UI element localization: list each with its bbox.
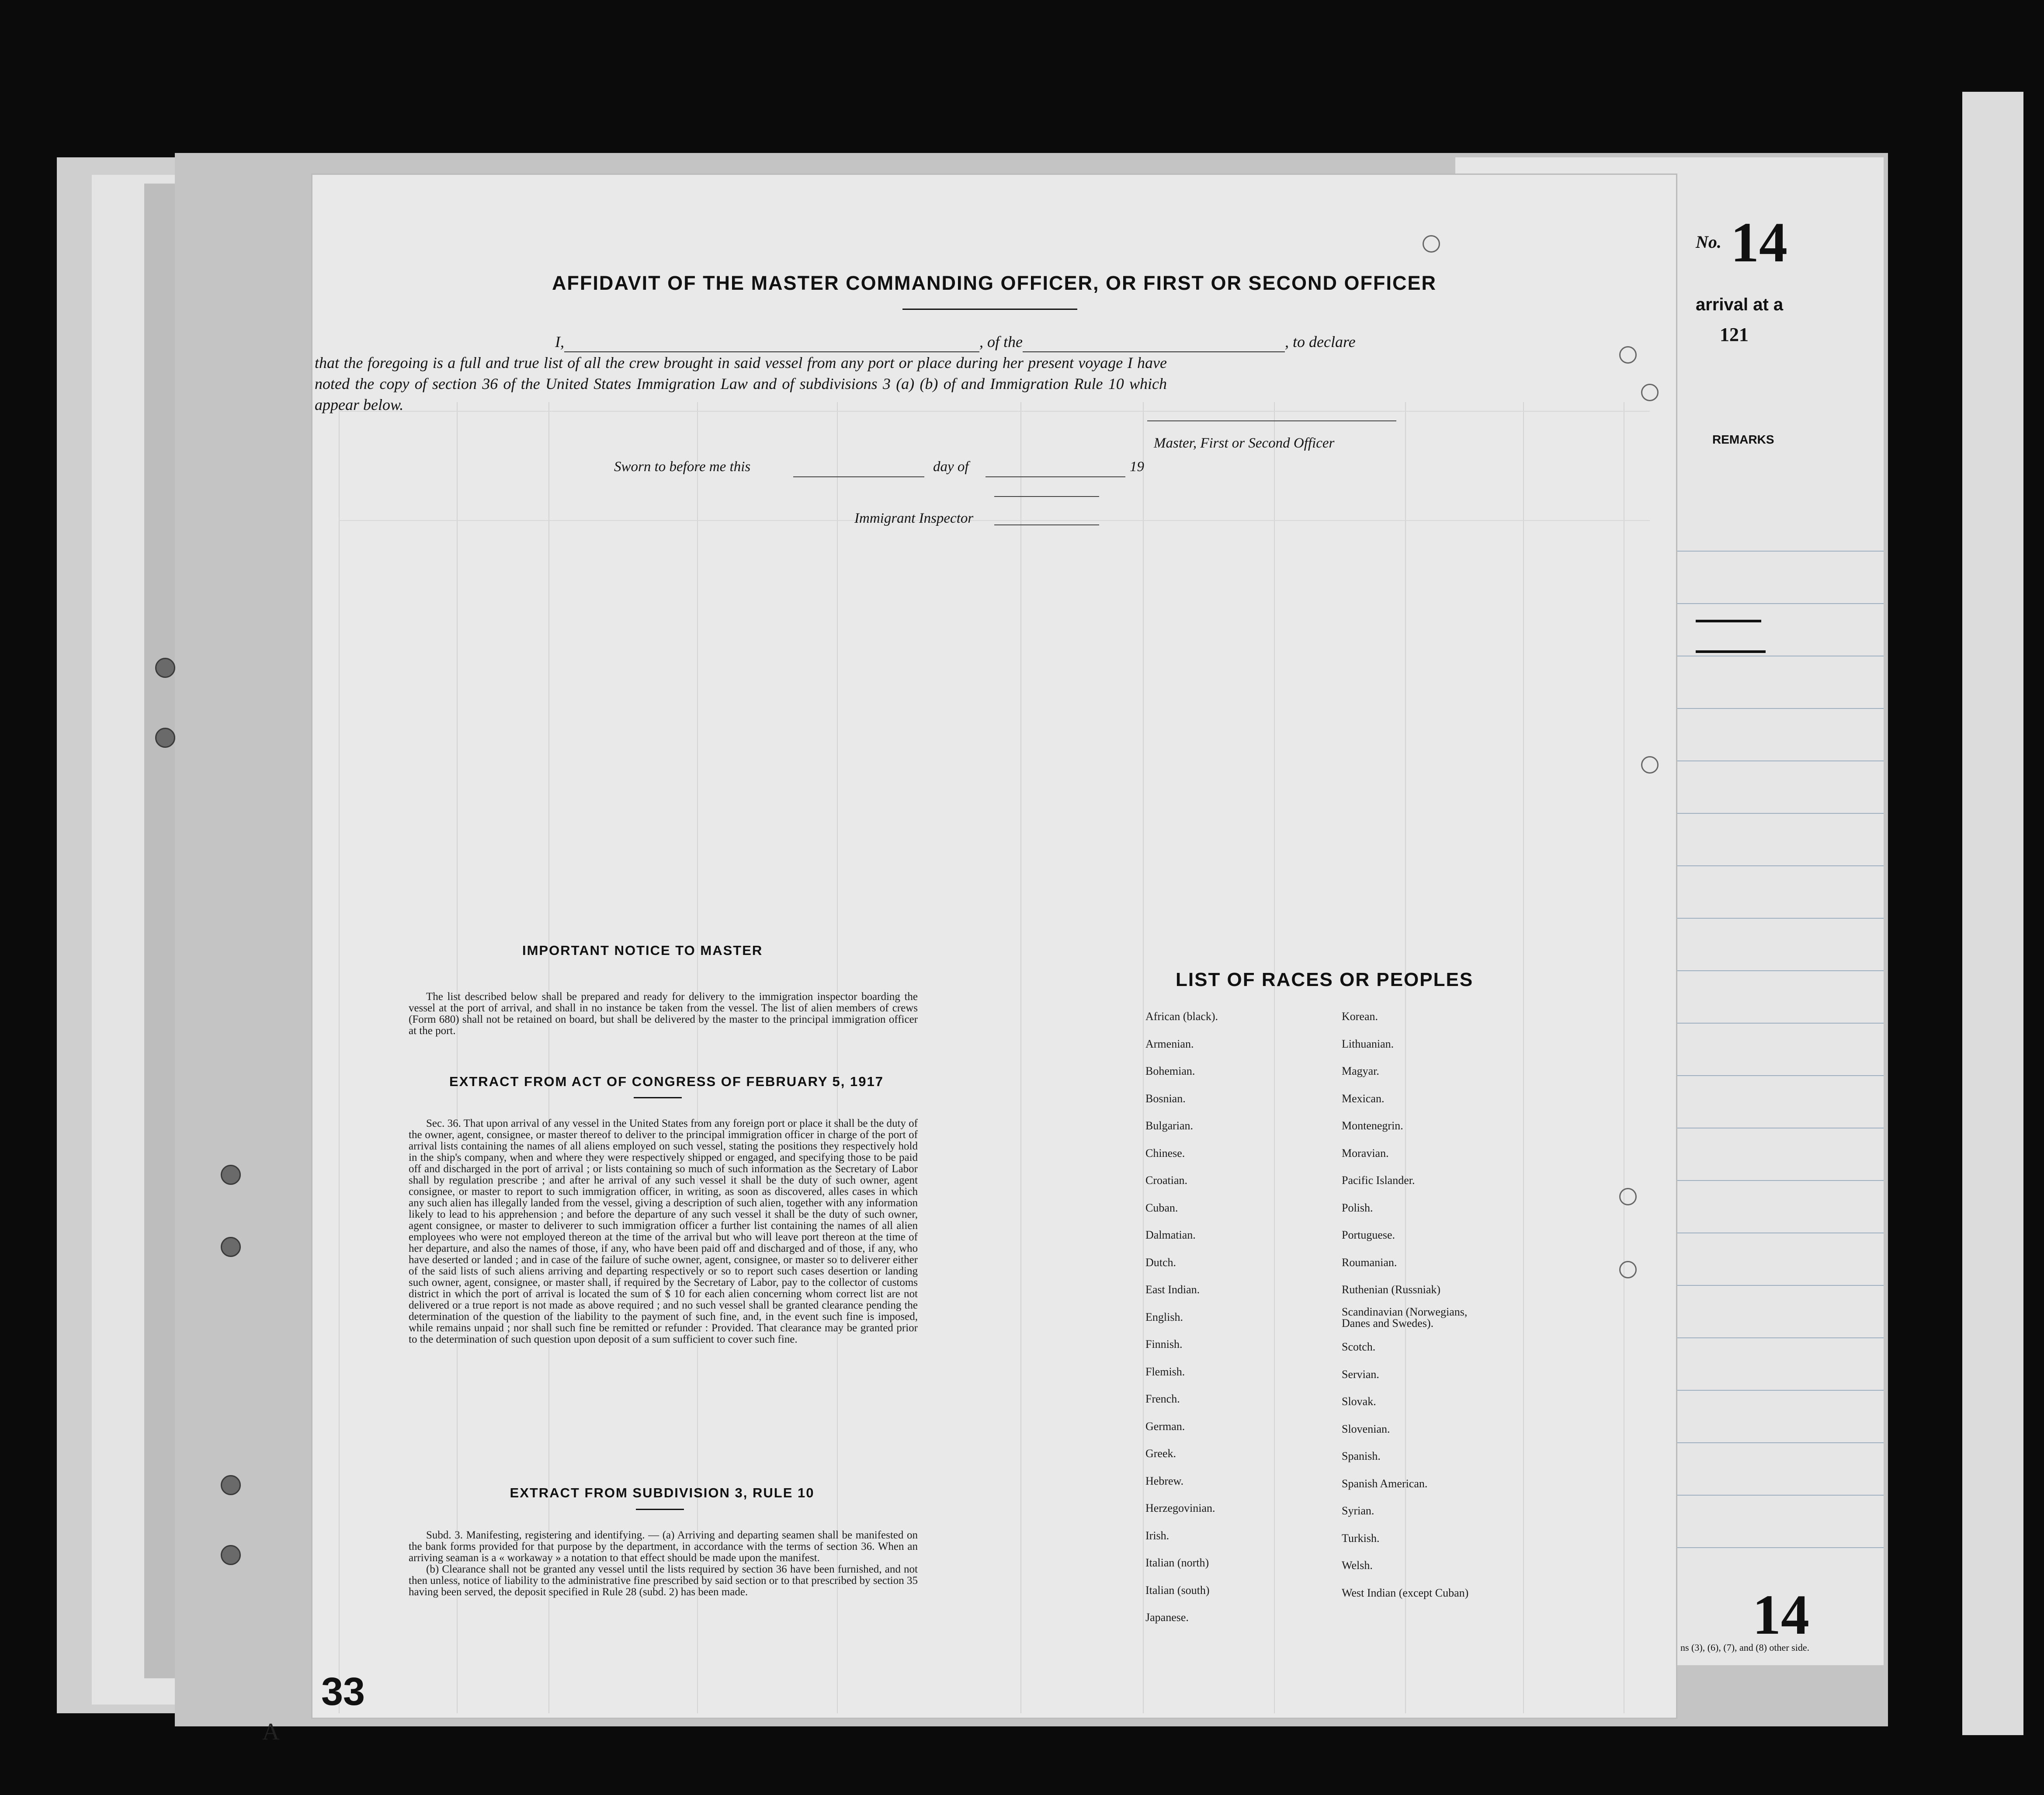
vessel-blank-line (1023, 337, 1285, 352)
race-item: Croatian. (1145, 1174, 1188, 1187)
race-item: Turkish. (1342, 1531, 1380, 1545)
race-item: African (black). (1145, 1010, 1218, 1023)
title-underline (902, 309, 1077, 310)
race-item: Bohemian. (1145, 1065, 1195, 1077)
back-page-page-number: 121 (1720, 324, 1749, 345)
race-item: English. (1145, 1310, 1183, 1323)
punch-hole (1619, 1188, 1637, 1205)
handwritten-dash-mark (1696, 620, 1761, 622)
race-item: Slovenian. (1342, 1422, 1390, 1435)
race-item: Slovak. (1342, 1395, 1376, 1408)
declaration-paragraph (315, 331, 1407, 415)
sworn-label: Sworn to before me this (614, 459, 751, 475)
month-blank-line (986, 476, 1125, 477)
race-item: Cuban. (1145, 1201, 1178, 1214)
punch-hole (221, 1165, 241, 1185)
punch-hole (221, 1475, 241, 1495)
rule-extract-body (409, 1530, 918, 1598)
bottom-left-stamp: 33 (321, 1670, 365, 1714)
race-item: Portuguese. (1342, 1229, 1395, 1241)
declaration-i: I, (555, 333, 564, 351)
race-item: Bosnian. (1145, 1092, 1186, 1105)
race-item: Welsh. (1342, 1559, 1373, 1572)
race-item: Japanese. (1145, 1611, 1189, 1624)
race-item: Flemish. (1145, 1365, 1185, 1378)
race-item: Mexican. (1342, 1092, 1385, 1105)
race-item: Syrian. (1342, 1504, 1374, 1517)
race-item: Bulgarian. (1145, 1119, 1194, 1132)
day-of-label: day of (933, 459, 969, 475)
race-item: Ruthenian (Russniak) (1342, 1283, 1441, 1296)
race-item: Dalmatian. (1145, 1229, 1196, 1241)
notice-heading: IMPORTANT NOTICE TO MASTER (522, 943, 763, 958)
declaration-to-declare: , to declare (1284, 333, 1356, 351)
race-item: Finnish. (1145, 1338, 1183, 1351)
punch-hole (1641, 384, 1659, 401)
race-item: Korean. (1342, 1010, 1378, 1023)
back-page-arrival-text: arrival at a (1696, 295, 1784, 314)
race-item: Lithuanian. (1342, 1037, 1394, 1050)
race-item: Scotch. (1342, 1340, 1376, 1353)
name-blank-line (564, 337, 979, 352)
rule-extract-part-b: (b) Clearance shall not be granted any vessel until the lists required by section 36 have been furnished, and not then unless, notice of liability to the administrative fine prescribed by said section or to that prescribed by section 35 having been served, the deposit specified in Rule 28 (subd. 2) has been made. (409, 1563, 918, 1598)
race-item: Moravian. (1342, 1146, 1389, 1160)
back-page-list-number: 14 (1731, 211, 1787, 274)
declaration-text: that the foregoing is a full and true list of all the crew brought in said vessel from any port or place during her present voyage I have noted the copy of section 36 of the United States Immigration Law and of subdivisions 3 (a) (b) of and Immigration Rule 10 which appear below. (315, 354, 1167, 413)
punch-hole (221, 1545, 241, 1565)
punch-hole (1619, 346, 1637, 364)
act-extract-heading: EXTRACT FROM ACT OF CONGRESS OF FEBRUARY 5, 1917 (449, 1074, 884, 1089)
race-item: Italian (south) (1145, 1583, 1210, 1597)
punch-hole (221, 1237, 241, 1257)
signature-line (1147, 420, 1396, 421)
act-extract-body: Sec. 36. That upon arrival of any vessel in the United States from any foreign port or place it shall be the duty of the owner, agent, consignee, or master thereof to deliver to the principal immigration officer in charge of the port of arrival lists containing the names of all aliens employed on such vessel, stating the positions they respectively hold in the ship's company, when and where they were respectively shipped or engaged, and specifying those to be paid off and discharged in the port of arrival ; or lists containing so much of such information as the Secretary of Labor shall by regulation prescribe ; and after he arrival of any such vessel it shall be the duty of such owner, agent consignee, or master to report to such immigration officer, in writing, as soon as discovered, alles cases in which any such alien has illegally landed from the vessel, giving a description of such alien, together with any information likely to lead to his apprehension ; and before the departure of any such vessel it shall be the duty of such owner, agent consignee, or master to deliverer to such immigration officer a further list containing the names of all alien employees who were not employed thereon at the time of the arrival but who will leave port thereon at the time of her departure, and also the names of those, if any, who have been paid off and discharged and of those, if any, who have deserted or landed ; and in case of the failure of suche owner, agent, consignee, or master so to deliverer either of the said lists of such aliens arriving and departing respectively or so to report such cases desertion or landing such owner, agent, consignee, or master shall, if required by the Secretary of Labor, pay to the collector of customs district in which the port of arrival is located the sum of $ 10 for each alien concerning whom correct list are not delivered or a true report is not made as above required ; and no such vessel shall be granted clearance pending the determination of the question of the liability to the payment of such fine, and, in the event such fine is imposed, while remains unpaid ; nor shall such fine be remitted or refunder : Provided. That clearance may be granted prior to the determination of such question upon deposit of a sum sufficient to cover such fine. (409, 1118, 918, 1345)
corner-letter: A (262, 1718, 280, 1745)
race-item: Montenegrin. (1342, 1119, 1403, 1132)
heading-underline (636, 1509, 684, 1510)
race-item: Pacific Islander. (1342, 1174, 1415, 1187)
back-page-bottom-number: 14 (1752, 1583, 1809, 1646)
race-item: Dutch. (1145, 1256, 1176, 1269)
race-item: East Indian. (1145, 1283, 1200, 1296)
notice-body: The list described below shall be prepared and ready for delivery to the immigration inspector boarding the vessel at the port of arrival, and shall in no instance be taken from the vessel. The list of alien members of crews (Form 680) shall not be retained on board, but shall be delivered by the master to the principal immigration officer at the port. (409, 991, 918, 1037)
back-page-remarks-header: REMARKS (1712, 433, 1774, 446)
signer-role-label: Master, First or Second Officer (1154, 435, 1335, 451)
heading-underline (634, 1097, 682, 1098)
race-item: Hebrew. (1145, 1474, 1184, 1487)
back-page-no-label: No. (1696, 232, 1721, 252)
race-item: German. (1145, 1420, 1185, 1433)
race-item: Armenian. (1145, 1037, 1194, 1050)
back-page-footnote: ns (3), (6), (7), and (8) other side. (1680, 1642, 1810, 1653)
rule-extract-heading: EXTRACT FROM SUBDIVISION 3, RULE 10 (510, 1485, 815, 1500)
punch-hole (1619, 1261, 1637, 1278)
races-heading: LIST OF RACES OR PEOPLES (1176, 969, 1474, 990)
races-list-column-2 (1342, 1003, 1569, 1607)
race-item: Chinese. (1145, 1146, 1185, 1160)
year-prefix-label: 19 (1130, 459, 1144, 475)
race-item: Roumanian. (1342, 1256, 1397, 1269)
punch-hole (155, 658, 175, 678)
inspector-signature-line (994, 524, 1099, 525)
race-item: Polish. (1342, 1201, 1373, 1214)
declaration-of-the: , of the (979, 333, 1023, 351)
race-item: Servian. (1342, 1368, 1379, 1381)
punch-hole (155, 728, 175, 748)
race-item: Herzegovinian. (1145, 1502, 1215, 1514)
handwritten-dash-mark (1696, 650, 1766, 653)
affidavit-page (312, 175, 1676, 1718)
day-blank-line (793, 476, 924, 477)
right-paper-edge (1962, 92, 2023, 1735)
race-item: Scandinavian (Norwegians, Danes and Swedes). (1342, 1305, 1468, 1330)
rule-extract-part-a: Subd. 3. Manifesting, registering and identifying. — (a) Arriving and departing seamen shall be manifested on the bank forms provided for that purpose by the department, in accordance with the terms of section 36. When an arriving seaman is a « workaway » a notation to that effect should be made upon the manifest. (409, 1529, 918, 1564)
inspector-label: Immigrant Inspector (854, 510, 974, 526)
race-item: Spanish. (1342, 1450, 1381, 1462)
race-item: West Indian (except Cuban) (1342, 1586, 1469, 1599)
race-item: Magyar. (1342, 1065, 1379, 1077)
race-item: Spanish American. (1342, 1477, 1428, 1490)
punch-hole (1423, 235, 1440, 253)
race-item: Irish. (1145, 1529, 1169, 1542)
race-item: Italian (north) (1145, 1556, 1209, 1569)
race-item: French. (1145, 1392, 1180, 1405)
race-item: Greek. (1145, 1447, 1176, 1460)
affidavit-title: AFFIDAVIT OF THE MASTER COMMANDING OFFICER, OR FIRST OR SECOND OFFICER (552, 272, 1437, 294)
races-list-column-1 (1145, 1003, 1312, 1632)
punch-hole (1641, 756, 1659, 774)
year-blank-line (994, 496, 1099, 497)
